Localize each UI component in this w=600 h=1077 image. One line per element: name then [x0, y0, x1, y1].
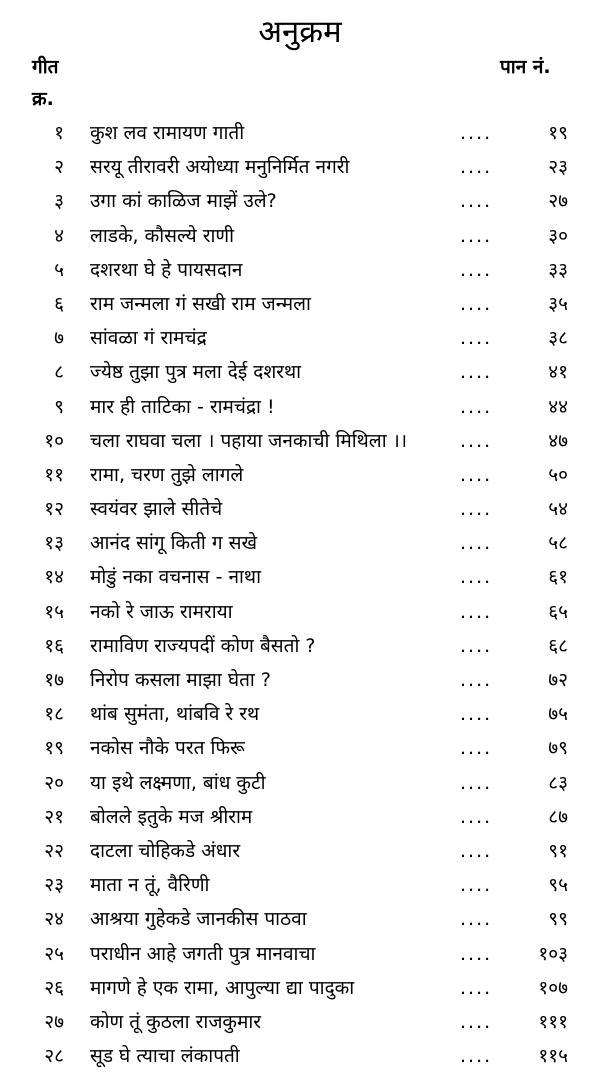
- page-number-header: पान नं.: [500, 56, 551, 78]
- toc-entry: [0, 154, 600, 188]
- song-title: मार ही ताटिका - रामचंद्रा !: [90, 395, 275, 418]
- song-title: उगा कां काळिज माझें उले?: [90, 190, 277, 213]
- page-number: ९९: [548, 908, 568, 931]
- toc-entry: [0, 906, 600, 940]
- toc-entry: [0, 496, 600, 530]
- song-title: आनंद सांगू किती ग सखे: [90, 532, 258, 555]
- toc-entry: [0, 120, 600, 154]
- toc-entry: [0, 770, 600, 804]
- dot-leader: ....: [460, 771, 493, 794]
- song-number: १६: [44, 634, 64, 657]
- page-number: १०७: [538, 976, 568, 999]
- song-title: सरयू तीरावरी अयोध्या मनुनिर्मित नगरी: [90, 156, 350, 179]
- toc-entry: [0, 735, 600, 769]
- dot-leader: ....: [460, 600, 493, 623]
- song-number: ७: [54, 327, 64, 350]
- song-number: २६: [44, 976, 64, 999]
- page-number: ३८: [548, 327, 568, 350]
- song-title: दशरथा घे हे पायसदान: [90, 258, 243, 281]
- dot-leader: ....: [460, 532, 493, 555]
- dot-leader: ....: [460, 395, 493, 418]
- toc-entry: [0, 291, 600, 325]
- song-title: स्वयंवर झाले सीतेचे: [90, 498, 223, 521]
- page-number: ३५: [548, 292, 568, 315]
- dot-leader: ....: [460, 976, 493, 999]
- song-number: १४: [44, 566, 64, 589]
- song-title: आश्रया गुहेकडे जानकीस पाठवा: [90, 908, 307, 931]
- table-of-contents: [0, 120, 600, 1077]
- song-title: दाटला चोहिकडे अंधार: [90, 839, 241, 862]
- toc-entry: [0, 188, 600, 222]
- page-number: १११: [538, 1010, 568, 1033]
- toc-entry: [0, 462, 600, 496]
- song-title: या इथे लक्ष्मणा, बांध कुटी: [90, 771, 266, 794]
- dot-leader: ....: [460, 805, 493, 828]
- song-number: ५: [54, 258, 64, 281]
- toc-entry: [0, 804, 600, 838]
- toc-entry: [0, 257, 600, 291]
- song-title: लाडके, कौसल्ये राणी: [90, 224, 235, 247]
- song-number: २५: [44, 942, 64, 965]
- song-number: २१: [44, 805, 64, 828]
- toc-entry: [0, 394, 600, 428]
- song-title: पराधीन आहे जगती पुत्र मानवाचा: [90, 942, 316, 965]
- song-number: १७: [44, 669, 64, 691]
- song-number: २०: [44, 771, 64, 794]
- song-number: २७: [44, 1010, 64, 1033]
- page-number: १०३: [538, 942, 568, 965]
- song-number: २८: [44, 1045, 64, 1068]
- dot-leader: ....: [460, 429, 493, 452]
- toc-entry: [0, 359, 600, 393]
- dot-leader: ....: [460, 908, 493, 931]
- toc-entry: [0, 530, 600, 564]
- song-number: १५: [44, 600, 64, 623]
- page-number: ३३: [548, 258, 568, 281]
- page-number: ५०: [548, 463, 568, 486]
- dot-leader: ....: [460, 258, 493, 281]
- toc-entry: [0, 633, 600, 667]
- page-number: ११५: [538, 1045, 568, 1068]
- dot-leader: ....: [460, 874, 493, 897]
- dot-leader: ....: [460, 224, 493, 247]
- dot-leader: ....: [460, 566, 493, 589]
- song-number: २३: [44, 874, 64, 897]
- toc-entry: [0, 941, 600, 975]
- toc-entry: [0, 667, 600, 701]
- song-number: २२: [44, 839, 64, 862]
- page-number: ५४: [548, 498, 568, 521]
- dot-leader: ....: [460, 634, 493, 657]
- page-number: ९५: [548, 874, 568, 897]
- page-number: ९१: [548, 839, 568, 862]
- song-number: १९: [44, 737, 64, 760]
- song-title: रामा, चरण तुझे लागले: [90, 463, 244, 486]
- dot-leader: ....: [460, 942, 493, 965]
- song-title: राम जन्मला गं सखी राम जन्मला: [90, 292, 311, 315]
- song-number: ८: [54, 361, 64, 384]
- toc-entry: [0, 564, 600, 598]
- toc-entry: [0, 872, 600, 906]
- song-title: नको रे जाऊ रामराया: [90, 600, 233, 623]
- page-number: ४१: [548, 361, 568, 384]
- song-number: २: [54, 156, 64, 179]
- song-title: बोलले इतुके मज श्रीराम: [90, 805, 253, 828]
- song-number: १२: [44, 498, 64, 521]
- page-number: ७५: [548, 703, 568, 726]
- page-number: ७९: [548, 737, 568, 760]
- page-number: ५८: [548, 532, 568, 555]
- song-number-sublabel: क्र.: [32, 88, 54, 110]
- page-number: ८३: [548, 771, 568, 794]
- song-number-label: गीत: [32, 56, 59, 78]
- page-number: ७२: [548, 669, 568, 691]
- song-title: मोडुं नका वचनास - नाथा: [90, 566, 261, 589]
- song-number: ४: [54, 224, 64, 247]
- dot-leader: ....: [460, 122, 493, 144]
- dot-leader: ....: [460, 669, 493, 691]
- dot-leader: ....: [460, 1010, 493, 1033]
- song-number: ३: [54, 190, 64, 213]
- toc-entry: [0, 975, 600, 1009]
- song-title: रामाविण राज्यपदीं कोण बैसतो ?: [90, 634, 316, 657]
- dot-leader: ....: [460, 737, 493, 760]
- song-title: ज्येष्ठ तुझा पुत्र मला देई दशरथा: [90, 361, 302, 384]
- song-number: १: [54, 122, 64, 144]
- song-number: १३: [44, 532, 64, 555]
- song-title: कोण तूं कुठला राजकुमार: [90, 1010, 262, 1033]
- page-number: ४४: [548, 395, 568, 418]
- dot-leader: ....: [460, 1045, 493, 1068]
- page-number: २७: [548, 190, 568, 213]
- toc-entry: [0, 325, 600, 359]
- toc-entry: [0, 599, 600, 633]
- page-number: ६८: [548, 634, 568, 657]
- song-number: ६: [54, 292, 64, 315]
- song-title: सूड घे त्याचा लंकापती: [90, 1045, 240, 1068]
- song-number: २४: [44, 908, 64, 931]
- song-number: १८: [44, 703, 64, 726]
- dot-leader: ....: [460, 498, 493, 521]
- song-number: ११: [44, 463, 64, 486]
- dot-leader: ....: [460, 361, 493, 384]
- page-title: अनुक्रम: [258, 14, 342, 50]
- song-number: ९: [54, 395, 64, 418]
- toc-entry: [0, 838, 600, 872]
- page-number: ८७: [548, 805, 568, 828]
- toc-entry: [0, 223, 600, 257]
- page-number: ६१: [548, 566, 568, 589]
- page-number: ३०: [548, 224, 568, 247]
- dot-leader: ....: [460, 156, 493, 179]
- toc-entry: [0, 1009, 600, 1043]
- song-title: नकोस नौके परत फिरू: [90, 737, 245, 760]
- song-number: १०: [44, 429, 64, 452]
- dot-leader: ....: [460, 839, 493, 862]
- dot-leader: ....: [460, 327, 493, 350]
- page-number: १९: [548, 122, 568, 144]
- toc-entry: [0, 701, 600, 735]
- page-number: ४७: [548, 429, 568, 452]
- dot-leader: ....: [460, 703, 493, 726]
- dot-leader: ....: [460, 190, 493, 213]
- song-title: कुश लव रामायण गाती: [90, 122, 245, 144]
- song-title: सांवळा गं रामचंद्र: [90, 327, 207, 350]
- page-number: ६५: [548, 600, 568, 623]
- song-title: माता न तूं, वैरिणी: [90, 874, 210, 897]
- page-number: २३: [548, 156, 568, 179]
- song-title: चला राघवा चला । पहाया जनकाची मिथिला ।।: [90, 429, 408, 452]
- song-title: थांब सुमंता, थांबवि रे रथ: [90, 703, 260, 726]
- dot-leader: ....: [460, 292, 493, 315]
- song-number-header: [32, 54, 58, 112]
- song-title: निरोप कसला माझा घेता ?: [90, 669, 271, 691]
- toc-entry: [0, 428, 600, 462]
- song-title: मागणे हे एक रामा, आपुल्या द्या पादुका: [90, 976, 355, 999]
- dot-leader: ....: [460, 463, 493, 486]
